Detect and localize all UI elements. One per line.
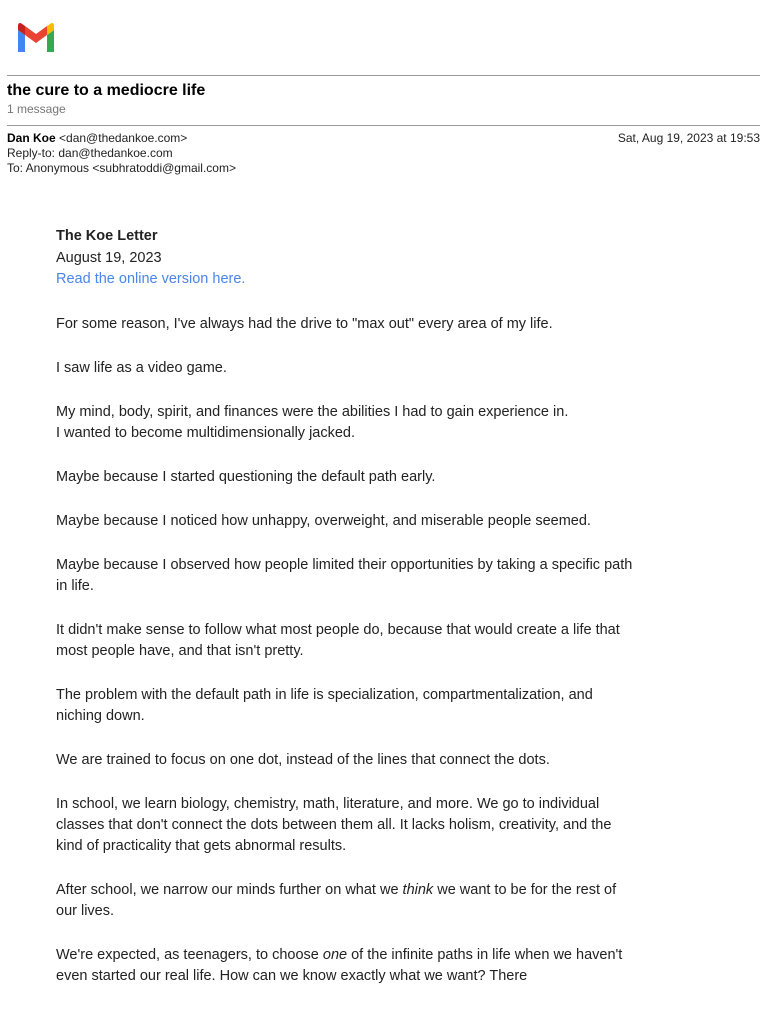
sender-line — [7, 131, 187, 145]
paragraph: It didn't make sense to follow what most people do, because that would create a life that most people have, and that isn't pretty. — [56, 621, 620, 659]
paragraph: For some reason, I've always had the drive to "max out" every area of my life. — [56, 315, 553, 332]
sender-address: <dan@thedankoe.com> — [59, 131, 188, 145]
paragraph: Maybe because I started questioning the default path early. — [56, 468, 436, 485]
emphasis: one — [322, 946, 348, 963]
gmail-logo-icon — [15, 22, 57, 54]
emphasis: think — [402, 881, 434, 898]
paragraph — [56, 945, 636, 987]
email-subject: the cure to a mediocre life — [7, 82, 206, 99]
online-version-link[interactable]: Read the online version here. — [56, 271, 246, 287]
header-divider — [7, 75, 760, 76]
paragraph: I saw life as a video game. — [56, 359, 227, 376]
letter-header — [56, 226, 636, 291]
paragraph: We are trained to focus on one dot, instead of the lines that connect the dots. — [56, 751, 550, 768]
reply-to-line: Reply-to: dan@thedankoe.com — [7, 146, 173, 160]
text-run: we want to be for the rest of our lives. — [56, 881, 617, 919]
paragraph — [56, 402, 636, 444]
recipient-line: To: Anonymous <subhratoddi@gmail.com> — [7, 161, 236, 175]
email-date: Sat, Aug 19, 2023 at 19:53 — [617, 131, 760, 145]
paragraph — [56, 880, 636, 922]
subject-divider — [7, 125, 760, 126]
paragraph: The problem with the default path in life is specialization, compartmentalization, and niching down. — [56, 686, 593, 724]
paragraph: Maybe because I observed how people limited their opportunities by taking a specific path in life. — [56, 556, 633, 594]
paragraph-line: I wanted to become multidimensionally jacked. — [56, 424, 356, 441]
text-run: of the infinite paths in life when we haven't even started our real life. How can we know exactly what we want? There — [56, 946, 623, 984]
message-count: 1 message — [7, 102, 66, 116]
letter-date: August 19, 2023 — [56, 249, 162, 266]
text-run: We're expected, as teenagers, to choose — [56, 946, 323, 963]
paragraph: In school, we learn biology, chemistry, math, literature, and more. We go to individual classes that don't connect the dots between them all. It lacks holism, creativity, and the kind of practicality that gets abnormal results. — [56, 795, 612, 854]
newsletter-name: The Koe Letter — [56, 228, 158, 244]
email-body — [56, 226, 636, 1010]
sender-name: Dan Koe — [7, 131, 56, 145]
paragraph-line: My mind, body, spirit, and finances were the abilities I had to gain experience in. — [56, 403, 569, 420]
paragraph: Maybe because I noticed how unhappy, overweight, and miserable people seemed. — [56, 512, 591, 529]
text-run: After school, we narrow our minds further on what we — [56, 881, 403, 898]
